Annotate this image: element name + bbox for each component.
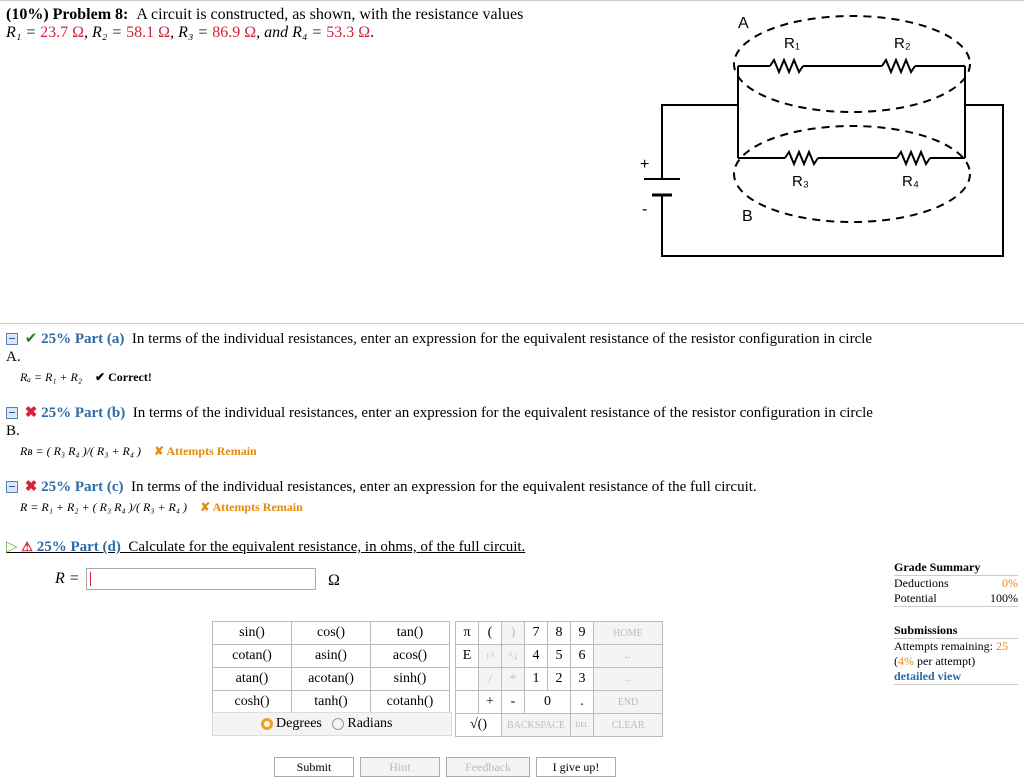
- key-0[interactable]: 0: [525, 691, 571, 714]
- key-asin[interactable]: asin(): [292, 645, 371, 668]
- answer-label: R =: [55, 570, 80, 587]
- radians-radio[interactable]: [332, 718, 344, 730]
- grade-summary: Grade Summary Deductions 0% Potential 100% Submissions Attempts remaining: 25 (4% per attempt) detailed view: [894, 560, 1018, 683]
- grade-title: Grade Summary: [894, 560, 981, 574]
- warning-icon: ⚠: [21, 539, 33, 554]
- collapse-icon[interactable]: [6, 481, 18, 493]
- collapse-icon[interactable]: [6, 407, 18, 419]
- part-a-question: In terms of the individual resistances, enter an expression for the equivalent resistance of the resistor configuration in circle: [131, 331, 873, 347]
- problem-end: .: [370, 24, 375, 41]
- key-end[interactable]: END: [594, 691, 663, 714]
- key-4[interactable]: 4: [525, 645, 548, 668]
- deductions-value: 0%: [1002, 576, 1018, 590]
- r1-label: R₁ =: [6, 24, 41, 41]
- key-cos[interactable]: cos(): [292, 622, 371, 645]
- key-lparen[interactable]: (: [479, 622, 502, 645]
- collapse-icon[interactable]: [6, 333, 18, 345]
- key-sinh[interactable]: sinh(): [371, 668, 450, 691]
- part-c-percent[interactable]: 25% Part (c): [41, 479, 124, 495]
- answer-input[interactable]: [86, 568, 316, 590]
- part-b-answer: Rʙ = ( R₃ R₄ )/( R₃ + R₄ ): [20, 444, 142, 458]
- x-icon: ✖: [24, 405, 38, 421]
- key-right[interactable]: →: [594, 668, 663, 691]
- function-keypad: [212, 621, 450, 714]
- part-c-status: ✘ Attempts Remain: [200, 500, 303, 514]
- part-b: [6, 404, 873, 459]
- r4-label: , and R₄ =: [256, 24, 327, 41]
- potential-label: Potential: [894, 591, 937, 605]
- label-b: B: [742, 208, 753, 225]
- submit-button[interactable]: Submit: [274, 757, 354, 777]
- empty-cell: [456, 668, 479, 691]
- unit-label: Ω: [328, 572, 340, 589]
- attempts-value: 25: [995, 639, 1008, 653]
- per-attempt-pct: 4%: [898, 654, 914, 668]
- detailed-view-link[interactable]: detailed view: [894, 669, 961, 683]
- part-c-answer: R = R₁ + R₂ + ( R₃ R₄ )/( R₃ + R₄ ): [20, 500, 188, 514]
- key-sin[interactable]: sin(): [213, 622, 292, 645]
- key-left[interactable]: ←: [594, 645, 663, 668]
- key-slash[interactable]: /: [479, 668, 502, 691]
- key-atan[interactable]: atan(): [213, 668, 292, 691]
- submissions-title: Submissions: [894, 623, 958, 637]
- circle-a: [734, 16, 970, 112]
- x-icon: ✖: [24, 479, 38, 495]
- battery-plus: +: [640, 156, 650, 173]
- r3-label: , R₃ =: [170, 24, 213, 41]
- attempts-label: Attempts remaining:: [894, 639, 993, 653]
- per-attempt-text: per attempt): [917, 654, 976, 668]
- part-c-question: In terms of the individual resistances, enter an expression for the equivalent resistance of the full circuit.: [131, 479, 757, 495]
- degrees-radio[interactable]: [261, 718, 273, 730]
- problem-panel: [0, 0, 1024, 324]
- label-r2: R₂: [894, 35, 911, 52]
- key-rparen[interactable]: ): [502, 622, 525, 645]
- problem-statement: [6, 6, 523, 42]
- angle-mode-row: [212, 712, 452, 736]
- key-plus[interactable]: +: [479, 691, 502, 714]
- part-d-percent[interactable]: 25% Part (d): [36, 539, 121, 555]
- key-tan[interactable]: tan(): [371, 622, 450, 645]
- battery-minus: -: [642, 201, 648, 218]
- expand-arrow-icon[interactable]: ▷: [6, 539, 18, 555]
- part-b-percent[interactable]: 25% Part (b): [41, 405, 126, 421]
- key-e[interactable]: E: [456, 645, 479, 668]
- part-d-question: Calculate for the equivalent resistance, in ohms, of the full circuit.: [128, 539, 526, 555]
- circuit-diagram: [620, 6, 1012, 268]
- r2-value: 58.1 Ω: [126, 24, 171, 41]
- r3-value: 86.9 Ω: [212, 24, 257, 41]
- key-down[interactable]: ^↓: [502, 645, 525, 668]
- circle-b: [734, 126, 970, 222]
- part-a-percent[interactable]: 25% Part (a): [41, 331, 125, 347]
- label-r1: R₁: [784, 35, 800, 52]
- part-c: [6, 478, 757, 515]
- key-del[interactable]: DEL: [571, 714, 594, 737]
- label-r3: R₃: [792, 173, 809, 190]
- key-clear[interactable]: CLEAR: [594, 714, 663, 737]
- r2-label: , R₂ =: [84, 24, 127, 41]
- key-3[interactable]: 3: [571, 668, 594, 691]
- degrees-label: Degrees: [276, 716, 322, 731]
- key-cotanh[interactable]: cotanh(): [371, 691, 450, 714]
- key-cosh[interactable]: cosh(): [213, 691, 292, 714]
- radians-label: Radians: [347, 716, 393, 731]
- key-acos[interactable]: acos(): [371, 645, 450, 668]
- key-home[interactable]: HOME: [594, 622, 663, 645]
- key-acotan[interactable]: acotan(): [292, 668, 371, 691]
- problem-title: Problem 8:: [52, 6, 129, 23]
- part-d-header: [6, 537, 525, 556]
- key-minus[interactable]: -: [502, 691, 525, 714]
- check-icon: ✔: [24, 331, 38, 347]
- key-dot[interactable]: .: [571, 691, 594, 714]
- key-8[interactable]: 8: [548, 622, 571, 645]
- give-up-button[interactable]: I give up!: [536, 757, 616, 777]
- r1-value: 23.7 Ω: [40, 24, 85, 41]
- empty-cell: [456, 691, 479, 714]
- key-cotan[interactable]: cotan(): [213, 645, 292, 668]
- part-a-answer: Rₐ = R₁ + R₂: [20, 370, 83, 384]
- deductions-label: Deductions: [894, 576, 949, 590]
- problem-text: A circuit is constructed, as shown, with the resistance values: [136, 6, 524, 23]
- key-1[interactable]: 1: [525, 668, 548, 691]
- key-sqrt[interactable]: √(): [456, 714, 502, 737]
- part-b-question: In terms of the individual resistances, enter an expression for the equivalent resistance of the resistor configuration in circle: [132, 405, 873, 421]
- potential-value: 100%: [990, 591, 1018, 605]
- key-7[interactable]: 7: [525, 622, 548, 645]
- part-a-circle: A.: [6, 349, 21, 365]
- number-keypad: [455, 621, 663, 737]
- part-b-status: ✘ Attempts Remain: [154, 444, 257, 458]
- r4-value: 53.3 Ω: [326, 24, 371, 41]
- part-a: [6, 330, 872, 385]
- key-5[interactable]: 5: [548, 645, 571, 668]
- label-a: A: [738, 15, 749, 32]
- hint-button[interactable]: Hint: [360, 757, 440, 777]
- part-b-circle: B.: [6, 423, 20, 439]
- key-2[interactable]: 2: [548, 668, 571, 691]
- part-a-status: ✔ Correct!: [95, 370, 152, 384]
- problem-percent: (10%): [6, 6, 49, 23]
- feedback-button[interactable]: Feedback: [446, 757, 530, 777]
- key-backspace[interactable]: BACKSPACE: [502, 714, 571, 737]
- label-r4: R₄: [902, 173, 919, 190]
- key-tanh[interactable]: tanh(): [292, 691, 371, 714]
- key-pi[interactable]: π: [456, 622, 479, 645]
- key-9[interactable]: 9: [571, 622, 594, 645]
- key-up[interactable]: ↑^: [479, 645, 502, 668]
- key-star[interactable]: *: [502, 668, 525, 691]
- key-6[interactable]: 6: [571, 645, 594, 668]
